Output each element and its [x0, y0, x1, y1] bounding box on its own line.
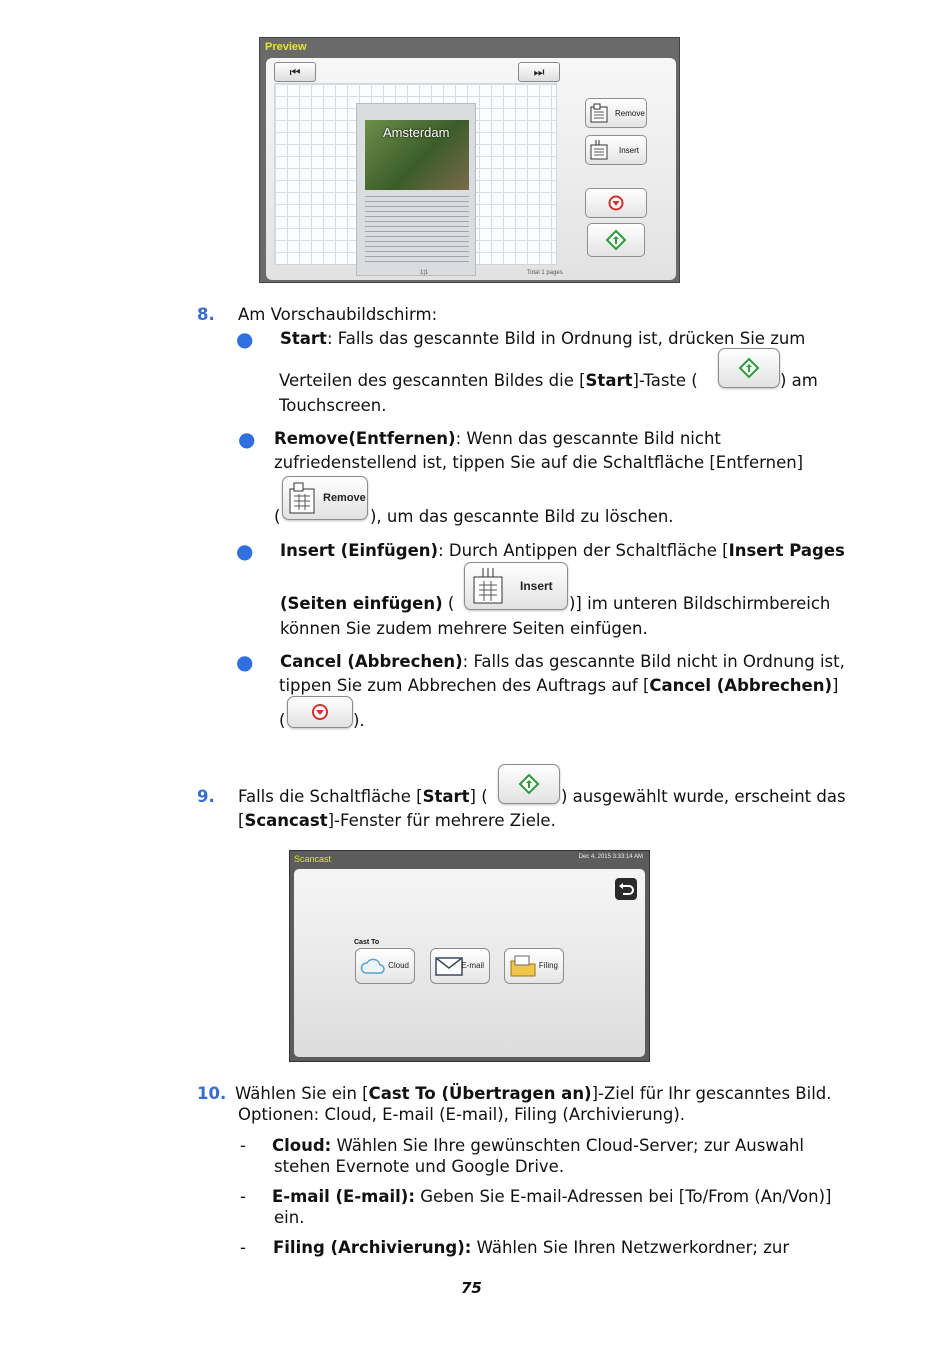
step-8-intro: Am Vorschaubildschirm:: [238, 305, 438, 324]
remove-button-label: Remove: [615, 109, 645, 118]
cancel-bold: Cancel (Abbrechen): [280, 652, 463, 671]
cancel-icon: [607, 195, 625, 211]
bullet-cancel: ●: [236, 650, 254, 674]
insert-button-label: Insert: [619, 146, 640, 155]
step-10-text-b: ]-Ziel für Ihr gescanntes Bild.: [591, 1084, 832, 1103]
remove-line-2: zufriedenstellend ist, tippen Sie auf die Schaltfläche [Entfernen]: [274, 453, 804, 472]
remove-line-1-text: : Wenn das gescannte Bild nicht: [455, 429, 721, 448]
start-button[interactable]: [587, 223, 645, 257]
skip-back-icon[interactable]: ⏮: [274, 62, 316, 82]
cancel-line-1-text: : Falls das gescannte Bild nicht in Ordnung ist,: [462, 652, 845, 671]
cancel-icon: [310, 703, 330, 721]
remove-button-icon-inline: [282, 476, 368, 520]
start-button-icon-inline-2: [498, 764, 560, 804]
step-9-start-bold: Start: [422, 787, 470, 806]
insert-line-2-b: )] im unteren Bildschirmbereich: [569, 594, 831, 613]
step-9-text-a: Falls die Schaltfläche [: [238, 787, 423, 806]
page-counter: 1|1: [420, 270, 429, 276]
email-button[interactable]: [430, 948, 490, 984]
bullet-remove: ●: [238, 427, 256, 451]
remove-button[interactable]: [585, 98, 647, 128]
cloud-button[interactable]: [355, 948, 415, 984]
start-button-icon-inline: [718, 348, 780, 388]
page-number: 75: [461, 1279, 482, 1297]
start-bold: Start: [280, 329, 327, 348]
insert-button-icon-inline: [464, 562, 568, 610]
scancast-title: Scancast: [294, 854, 332, 864]
email-item-text: Geben Sie E-mail-Adressen bei [To/From (An/Von)]: [414, 1187, 832, 1206]
cloud-item-bold: Cloud:: [272, 1136, 332, 1155]
scancast-bold: Scancast: [244, 811, 328, 830]
preview-title: Preview: [265, 41, 307, 53]
remove-line-3-a: (: [274, 507, 281, 526]
start-line-1-text: : Falls das gescannte Bild in Ordnung ist, drücken Sie zum: [326, 329, 806, 348]
filing-label: Filing: [538, 961, 558, 970]
cancel-button-icon-inline: [287, 696, 353, 728]
insert-line-1-text: : Durch Antippen der Schaltfläche [: [438, 541, 729, 560]
cancel-line-2-text: tippen Sie zum Abbrechen des Auftrags auf [: [279, 676, 650, 695]
step-9-bracket-open: [: [238, 811, 245, 830]
dash-cloud: -: [240, 1136, 246, 1155]
start-line-3: Touchscreen.: [279, 396, 387, 415]
folder-icon: [509, 954, 537, 978]
start-icon: [605, 229, 627, 251]
filing-item-bold: Filing (Archivierung):: [273, 1238, 472, 1257]
step-9-line-1-end: ) ausgewählt wurde, erscheint das: [561, 787, 846, 806]
step-10-number: 10.: [197, 1084, 227, 1103]
cloud-item-text: Wählen Sie Ihre gewünschten Cloud-Server; zur Auswahl: [331, 1136, 804, 1155]
filing-item-text: Wählen Sie Ihren Netzwerkordner; zur: [471, 1238, 790, 1257]
cloud-item-line-2: stehen Evernote und Google Drive.: [274, 1157, 565, 1176]
step-10-line-2: Optionen: Cloud, E-mail (E-mail), Filing (Archivierung).: [238, 1105, 686, 1124]
skip-forward-icon[interactable]: ⏭: [518, 62, 560, 82]
email-label: E-mail: [461, 961, 484, 970]
document-text-lines: [365, 196, 469, 266]
start-icon: [738, 357, 760, 379]
insert-bold: Insert (Einfügen): [280, 541, 439, 560]
start-icon: [518, 773, 540, 795]
step-9-text-b: ] (: [469, 787, 488, 806]
cast-to-bold: Cast To (Übertragen an): [368, 1084, 592, 1103]
insert-line-1: [280, 539, 845, 563]
start-line-2-end: ) am: [780, 371, 818, 390]
email-item-line-1: [272, 1185, 831, 1209]
bullet-insert: ●: [236, 539, 254, 563]
dash-filing: -: [240, 1238, 246, 1257]
step-8-number: 8.: [197, 305, 215, 324]
email-item-line-2: ein.: [274, 1208, 305, 1227]
start-line-2-bold: Start: [585, 371, 633, 390]
insert-line-2-text-a: (: [442, 594, 455, 613]
start-line-2-text-c: ]-Taste (: [632, 371, 698, 390]
start-line-2-a: [279, 369, 698, 393]
filing-item-line-1: [273, 1236, 789, 1260]
step-9-line-1-a: [238, 785, 488, 809]
insert-pages-icon: [471, 567, 507, 605]
cancel-line-2-bold: Cancel (Abbrechen): [649, 676, 833, 695]
bullet-start: ●: [236, 327, 254, 351]
start-line-2-text-a: Verteilen des gescannten Bildes die [: [279, 371, 586, 390]
insert-icon-label: Insert: [520, 579, 553, 593]
document-photo: [365, 120, 469, 190]
insert-line-2-a: [280, 592, 454, 616]
dash-email: -: [240, 1187, 246, 1206]
cancel-button[interactable]: [585, 188, 647, 218]
filing-button[interactable]: [504, 948, 564, 984]
cancel-line-3-b: ).: [353, 711, 365, 730]
step-9-line-2-text: ]-Fenster für mehrere Ziele.: [327, 811, 556, 830]
step-10-text-a: Wählen Sie ein [: [235, 1084, 369, 1103]
back-icon[interactable]: [615, 878, 637, 900]
insert-line-3: können Sie zudem mehrere Seiten einfügen.: [280, 619, 648, 638]
email-item-bold: E-mail (E-mail):: [272, 1187, 415, 1206]
insert-pages-bold: Insert Pages: [728, 541, 845, 560]
cancel-line-2: [279, 674, 838, 698]
cloud-icon: [360, 955, 386, 977]
cancel-line-1: [280, 650, 845, 674]
preview-screenshot: [259, 37, 680, 283]
preview-panel: [266, 58, 676, 280]
cancel-line-3-a: (: [279, 711, 286, 730]
insert-line-2-bold: (Seiten einfügen): [280, 594, 443, 613]
scanned-document-thumbnail: [356, 103, 476, 276]
remove-bold: Remove(Entfernen): [274, 429, 456, 448]
cloud-label: Cloud: [388, 961, 409, 970]
envelope-icon: [435, 956, 463, 976]
scancast-date: Dec 4, 2015 3:33:14 AM: [578, 854, 643, 860]
total-pages-label: Total 1 pages: [527, 270, 563, 276]
step-9-number: 9.: [197, 787, 215, 806]
scancast-panel: [294, 869, 645, 1057]
step-9-line-2: [238, 809, 556, 833]
insert-button[interactable]: [585, 135, 647, 165]
remove-icon-label: Remove: [323, 492, 366, 504]
remove-pages-icon: [589, 102, 611, 124]
scancast-screenshot: [289, 850, 650, 1062]
cast-to-label: Cast To: [354, 939, 380, 946]
remove-line-1: [274, 427, 721, 451]
insert-pages-icon: [589, 139, 611, 161]
document-title: Amsterdam: [383, 125, 450, 140]
remove-line-3-b: ), um das gescannte Bild zu löschen.: [370, 507, 674, 526]
cancel-line-2-end: ]: [832, 676, 839, 695]
remove-pages-icon: [287, 481, 319, 515]
